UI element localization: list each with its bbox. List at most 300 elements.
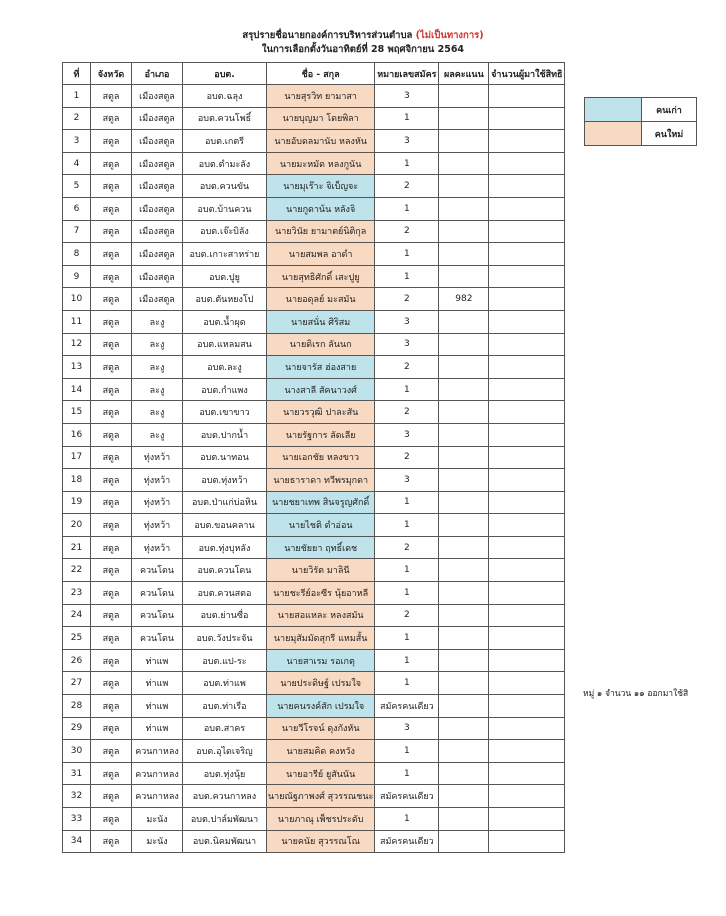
side-note: หมู่ ๑ จำนวน ๑๑ ออกมาใช้สิ: [583, 689, 689, 699]
table-row: [63, 514, 565, 537]
cell-number: 2: [375, 288, 439, 311]
cell-name: นายอดุลย์ มะสมัน: [267, 288, 375, 311]
cell-number: 3: [375, 423, 439, 446]
cell-name: นายประดิษฐ์ เปรมใจ: [267, 672, 375, 695]
cell-voters: [489, 130, 565, 153]
cell-no: 25: [63, 627, 91, 650]
cell-org: อบต.วังประจัน: [183, 627, 267, 650]
cell-district: ควนโดน: [132, 627, 183, 650]
cell-org: อบต.ควนขัน: [183, 175, 267, 198]
cell-district: เมืองสตูล: [132, 265, 183, 288]
cell-voters: [489, 830, 565, 853]
cell-province: สตูล: [91, 152, 132, 175]
cell-org: อบต.ฉลุง: [183, 85, 267, 108]
cell-org: อบต.ควนโพธิ์: [183, 107, 267, 130]
cell-name: นายรัฐการ ลัดเลีย: [267, 423, 375, 446]
table-row: [63, 423, 565, 446]
table-row: [63, 785, 565, 808]
table-row: [63, 604, 565, 627]
cell-voters: [489, 378, 565, 401]
cell-province: สตูล: [91, 197, 132, 220]
cell-number: 1: [375, 672, 439, 695]
cell-voters: [489, 333, 565, 356]
cell-score: [439, 197, 489, 220]
cell-voters: [489, 356, 565, 379]
cell-voters: [489, 627, 565, 650]
cell-name: นายสมคิด คงหวัง: [267, 740, 375, 763]
table-row: [63, 830, 565, 853]
cell-number: 2: [375, 175, 439, 198]
cell-district: ควนกาหลง: [132, 785, 183, 808]
cell-no: 24: [63, 604, 91, 627]
cell-score: [439, 830, 489, 853]
legend: [584, 97, 697, 146]
cell-org: อบต.เกาะสาหร่าย: [183, 243, 267, 266]
cell-number: 3: [375, 717, 439, 740]
cell-score: [439, 220, 489, 243]
cell-name: นายไชติ ดำอ่อน: [267, 514, 375, 537]
cell-org: อบต.ปูยู: [183, 265, 267, 288]
cell-number: 1: [375, 808, 439, 831]
cell-org: อบต.น้ำผุด: [183, 310, 267, 333]
cell-org: อบต.ควนกาหลง: [183, 785, 267, 808]
cell-name: นายสนั่น ศิริสม: [267, 310, 375, 333]
table-header-row: [63, 63, 565, 85]
cell-province: สตูล: [91, 514, 132, 537]
cell-name: นายคนรงค์สัก เปรมใจ: [267, 695, 375, 718]
cell-number: 3: [375, 130, 439, 153]
document-title: [0, 30, 726, 42]
table-body: [63, 85, 565, 853]
cell-voters: [489, 604, 565, 627]
cell-name: นายดิเรก ลันนก: [267, 333, 375, 356]
table-row: [63, 695, 565, 718]
table-row: [63, 333, 565, 356]
cell-number: 2: [375, 536, 439, 559]
cell-district: ทุ่งหว้า: [132, 491, 183, 514]
table-row: [63, 808, 565, 831]
cell-district: ท่าแพ: [132, 649, 183, 672]
cell-no: 4: [63, 152, 91, 175]
table-row: [63, 740, 565, 763]
cell-no: 6: [63, 197, 91, 220]
col-header-org: อบต.: [183, 63, 267, 85]
cell-voters: [489, 446, 565, 469]
cell-score: [439, 649, 489, 672]
table-row: [63, 536, 565, 559]
cell-province: สตูล: [91, 695, 132, 718]
cell-org: อบต.ขอนคลาน: [183, 514, 267, 537]
cell-voters: [489, 197, 565, 220]
table-row: [63, 220, 565, 243]
cell-district: ควนโดน: [132, 559, 183, 582]
cell-district: ควนโดน: [132, 582, 183, 605]
cell-voters: [489, 536, 565, 559]
cell-district: ควนกาหลง: [132, 762, 183, 785]
cell-name: นางสาลี สัคนาวงศ์: [267, 378, 375, 401]
cell-org: อบต.ทุ่งบุหลัง: [183, 536, 267, 559]
cell-org: อบต.ตันหยงโป: [183, 288, 267, 311]
cell-province: สตูล: [91, 762, 132, 785]
cell-province: สตูล: [91, 672, 132, 695]
cell-name: นายสมพล อาดำ: [267, 243, 375, 266]
cell-province: สตูล: [91, 446, 132, 469]
cell-name: นายอับดลมานับ หลงหัน: [267, 130, 375, 153]
cell-district: เมืองสตูล: [132, 288, 183, 311]
table-row: [63, 288, 565, 311]
cell-province: สตูล: [91, 378, 132, 401]
cell-org: อบต.ตำมะลัง: [183, 152, 267, 175]
cell-name: นายวิรัต มาลินี: [267, 559, 375, 582]
cell-district: มะนัง: [132, 830, 183, 853]
cell-district: ควนโดน: [132, 604, 183, 627]
cell-province: สตูล: [91, 604, 132, 627]
document-subtitle: ในการเลือกตั้งวันอาทิตย์ที่ 28 พฤศจิกายน 2564: [261, 44, 465, 55]
cell-voters: [489, 514, 565, 537]
cell-org: อบต.ละงู: [183, 356, 267, 379]
table-row: [63, 175, 565, 198]
cell-score: [439, 559, 489, 582]
cell-province: สตูล: [91, 536, 132, 559]
cell-number: 3: [375, 469, 439, 492]
cell-province: สตูล: [91, 85, 132, 108]
cell-province: สตูล: [91, 423, 132, 446]
cell-score: [439, 107, 489, 130]
cell-score: 982: [439, 288, 489, 311]
cell-name: นายชยาเทพ สินจรูญศักดิ์: [267, 491, 375, 514]
cell-no: 7: [63, 220, 91, 243]
cell-org: อบต.ปาล์มพัฒนา: [183, 808, 267, 831]
cell-province: สตูล: [91, 808, 132, 831]
cell-org: อบต.ทุ่งนุ้ย: [183, 762, 267, 785]
cell-number: 1: [375, 107, 439, 130]
cell-score: [439, 265, 489, 288]
title-text: สรุปรายชื่อนายกองค์การบริหารส่วนตำบล: [242, 30, 413, 41]
table-row: [63, 197, 565, 220]
cell-score: [439, 423, 489, 446]
cell-province: สตูล: [91, 582, 132, 605]
cell-district: เมืองสตูล: [132, 243, 183, 266]
cell-number: 3: [375, 85, 439, 108]
cell-no: 29: [63, 717, 91, 740]
cell-org: อบต.แป-ระ: [183, 649, 267, 672]
cell-province: สตูล: [91, 830, 132, 853]
cell-name: นายมุสัมมัดสุกรี แหมสั้น: [267, 627, 375, 650]
cell-score: [439, 695, 489, 718]
cell-no: 14: [63, 378, 91, 401]
table-row: [63, 649, 565, 672]
cell-score: [439, 243, 489, 266]
legend-new-label: คนใหม่: [642, 122, 697, 146]
table-row: [63, 401, 565, 424]
cell-score: [439, 627, 489, 650]
cell-name: นายกูดาน้น หลังจิ: [267, 197, 375, 220]
table-row: [63, 762, 565, 785]
cell-no: 17: [63, 446, 91, 469]
cell-name: นายณัฐภาพงศ์ สุวรรณชนะ: [267, 785, 375, 808]
cell-province: สตูล: [91, 288, 132, 311]
cell-province: สตูล: [91, 491, 132, 514]
table-row: [63, 265, 565, 288]
cell-name: นายชัยยา ฤทธิ์เดช: [267, 536, 375, 559]
cell-score: [439, 356, 489, 379]
cell-name: นายบุญมา โดยพิลา: [267, 107, 375, 130]
cell-no: 2: [63, 107, 91, 130]
table-row: [63, 378, 565, 401]
cell-score: [439, 130, 489, 153]
cell-no: 28: [63, 695, 91, 718]
cell-province: สตูล: [91, 243, 132, 266]
cell-voters: [489, 265, 565, 288]
cell-district: ทุ่งหว้า: [132, 446, 183, 469]
cell-score: [439, 85, 489, 108]
cell-voters: [489, 582, 565, 605]
legend-old-label: คนเก่า: [642, 98, 697, 122]
cell-province: สตูล: [91, 130, 132, 153]
cell-voters: [489, 85, 565, 108]
cell-org: อบต.เจ๊ะบิลัง: [183, 220, 267, 243]
cell-voters: [489, 310, 565, 333]
table-row: [63, 627, 565, 650]
cell-number: สมัครคนเดียว: [375, 785, 439, 808]
cell-number: 2: [375, 604, 439, 627]
cell-name: นายมะหมัด หลงกูนัน: [267, 152, 375, 175]
cell-district: ทุ่งหว้า: [132, 536, 183, 559]
table-row: [63, 717, 565, 740]
cell-score: [439, 152, 489, 175]
cell-district: ละงู: [132, 378, 183, 401]
cell-province: สตูล: [91, 333, 132, 356]
col-header-number: หมายเลขสมัคร: [375, 63, 439, 85]
cell-no: 19: [63, 491, 91, 514]
cell-name: นายเอกชัย หลงขาว: [267, 446, 375, 469]
cell-province: สตูล: [91, 107, 132, 130]
cell-district: ละงู: [132, 401, 183, 424]
cell-org: อบต.บ้านควน: [183, 197, 267, 220]
cell-district: ทุ่งหว้า: [132, 469, 183, 492]
legend-old-swatch: [585, 98, 642, 122]
cell-province: สตูล: [91, 649, 132, 672]
table-row: [63, 310, 565, 333]
table-row: [63, 356, 565, 379]
cell-score: [439, 491, 489, 514]
cell-number: 1: [375, 559, 439, 582]
cell-no: 26: [63, 649, 91, 672]
cell-org: อบต.ย่านซื่อ: [183, 604, 267, 627]
cell-no: 20: [63, 514, 91, 537]
cell-no: 11: [63, 310, 91, 333]
cell-score: [439, 175, 489, 198]
cell-org: อบต.เกตรี: [183, 130, 267, 153]
cell-district: ท่าแพ: [132, 695, 183, 718]
cell-number: สมัครคนเดียว: [375, 695, 439, 718]
cell-district: ท่าแพ: [132, 717, 183, 740]
cell-score: [439, 604, 489, 627]
cell-voters: [489, 469, 565, 492]
cell-voters: [489, 152, 565, 175]
col-header-district: อำเภอ: [132, 63, 183, 85]
cell-voters: [489, 808, 565, 831]
cell-voters: [489, 288, 565, 311]
cell-number: 1: [375, 152, 439, 175]
cell-org: อบต.ท่าเรือ: [183, 695, 267, 718]
cell-province: สตูล: [91, 740, 132, 763]
cell-no: 23: [63, 582, 91, 605]
cell-score: [439, 762, 489, 785]
table-row: [63, 85, 565, 108]
cell-number: 1: [375, 197, 439, 220]
cell-org: อบต.นิคมพัฒนา: [183, 830, 267, 853]
cell-province: สตูล: [91, 356, 132, 379]
cell-score: [439, 808, 489, 831]
cell-score: [439, 378, 489, 401]
cell-voters: [489, 175, 565, 198]
cell-score: [439, 446, 489, 469]
legend-new-row: [585, 122, 697, 146]
legend-old-row: [585, 98, 697, 122]
cell-no: 32: [63, 785, 91, 808]
cell-score: [439, 469, 489, 492]
cell-name: นายสุรวิท ยามาสา: [267, 85, 375, 108]
cell-voters: [489, 243, 565, 266]
cell-name: นายคนัย สุวรรณโณ: [267, 830, 375, 853]
cell-number: 3: [375, 310, 439, 333]
table-row: [63, 559, 565, 582]
cell-province: สตูล: [91, 469, 132, 492]
cell-province: สตูล: [91, 785, 132, 808]
cell-org: อบต.ป่าแก่บ่อหิน: [183, 491, 267, 514]
cell-number: 1: [375, 762, 439, 785]
cell-name: นายมุเร๊าะ จิเบ็ญจะ: [267, 175, 375, 198]
cell-province: สตูล: [91, 717, 132, 740]
cell-org: อบต.กำแพง: [183, 378, 267, 401]
cell-number: 1: [375, 582, 439, 605]
cell-number: สมัครคนเดียว: [375, 830, 439, 853]
cell-name: นายชะรีย์อะซีร นุ้ยอาหลี: [267, 582, 375, 605]
cell-no: 10: [63, 288, 91, 311]
cell-voters: [489, 717, 565, 740]
cell-number: 2: [375, 401, 439, 424]
cell-district: ละงู: [132, 310, 183, 333]
cell-no: 12: [63, 333, 91, 356]
cell-number: 2: [375, 446, 439, 469]
cell-voters: [489, 672, 565, 695]
cell-province: สตูล: [91, 220, 132, 243]
cell-number: 2: [375, 356, 439, 379]
cell-voters: [489, 401, 565, 424]
cell-score: [439, 401, 489, 424]
cell-org: อบต.สาคร: [183, 717, 267, 740]
cell-score: [439, 785, 489, 808]
cell-number: 1: [375, 740, 439, 763]
cell-name: นายธาราดา ทวีพรมุกดา: [267, 469, 375, 492]
cell-score: [439, 333, 489, 356]
cell-no: 13: [63, 356, 91, 379]
cell-org: อบต.ทุ่งหว้า: [183, 469, 267, 492]
cell-name: นายสุทธิศักดิ์ เสะปูยู: [267, 265, 375, 288]
cell-org: อบต.เขาขาว: [183, 401, 267, 424]
cell-number: 1: [375, 514, 439, 537]
cell-no: 27: [63, 672, 91, 695]
cell-score: [439, 536, 489, 559]
col-header-name: ชื่อ - สกุล: [267, 63, 375, 85]
cell-voters: [489, 559, 565, 582]
cell-province: สตูล: [91, 559, 132, 582]
cell-number: 1: [375, 491, 439, 514]
cell-voters: [489, 740, 565, 763]
table-row: [63, 446, 565, 469]
table-row: [63, 243, 565, 266]
cell-district: เมืองสตูล: [132, 152, 183, 175]
table-row: [63, 582, 565, 605]
cell-score: [439, 672, 489, 695]
cell-voters: [489, 220, 565, 243]
cell-no: 5: [63, 175, 91, 198]
cell-score: [439, 514, 489, 537]
col-header-score: ผลคะแนน: [439, 63, 489, 85]
cell-voters: [489, 695, 565, 718]
cell-district: ละงู: [132, 423, 183, 446]
cell-number: 2: [375, 220, 439, 243]
cell-name: นายภาณุ เพ็ชรประดับ: [267, 808, 375, 831]
cell-province: สตูล: [91, 627, 132, 650]
cell-no: 16: [63, 423, 91, 446]
cell-province: สตูล: [91, 175, 132, 198]
cell-district: ทุ่งหว้า: [132, 514, 183, 537]
cell-province: สตูล: [91, 401, 132, 424]
cell-district: ละงู: [132, 333, 183, 356]
cell-name: นายวีโรจน์ ดุงกังหัน: [267, 717, 375, 740]
cell-voters: [489, 762, 565, 785]
cell-no: 9: [63, 265, 91, 288]
table-row: [63, 672, 565, 695]
cell-no: 22: [63, 559, 91, 582]
cell-score: [439, 740, 489, 763]
cell-voters: [489, 785, 565, 808]
cell-name: นายจารัส ฮ่องสาย: [267, 356, 375, 379]
cell-voters: [489, 107, 565, 130]
cell-district: เมืองสตูล: [132, 220, 183, 243]
cell-score: [439, 717, 489, 740]
cell-name: นายวรวุฒิ ปาละสัน: [267, 401, 375, 424]
cell-name: นายวินัย ยามาตย์นิติกุล: [267, 220, 375, 243]
table-row: [63, 152, 565, 175]
cell-org: อบต.แหลมสน: [183, 333, 267, 356]
legend-new-swatch: [585, 122, 642, 146]
cell-number: 1: [375, 265, 439, 288]
cell-district: เมืองสตูล: [132, 85, 183, 108]
table-row: [63, 469, 565, 492]
cell-district: ละงู: [132, 356, 183, 379]
cell-district: ควนกาหลง: [132, 740, 183, 763]
cell-number: 1: [375, 627, 439, 650]
cell-number: 3: [375, 333, 439, 356]
cell-number: 1: [375, 243, 439, 266]
cell-org: อบต.ควนสตอ: [183, 582, 267, 605]
col-header-no: ที่: [63, 63, 91, 85]
cell-score: [439, 582, 489, 605]
table-row: [63, 491, 565, 514]
cell-no: 21: [63, 536, 91, 559]
cell-org: อบต.ท่าแพ: [183, 672, 267, 695]
cell-org: อบต.นาทอน: [183, 446, 267, 469]
cell-district: เมืองสตูล: [132, 107, 183, 130]
cell-province: สตูล: [91, 310, 132, 333]
cell-name: นายสาเรม รอเกตุ: [267, 649, 375, 672]
cell-province: สตูล: [91, 265, 132, 288]
cell-no: 15: [63, 401, 91, 424]
cell-voters: [489, 649, 565, 672]
